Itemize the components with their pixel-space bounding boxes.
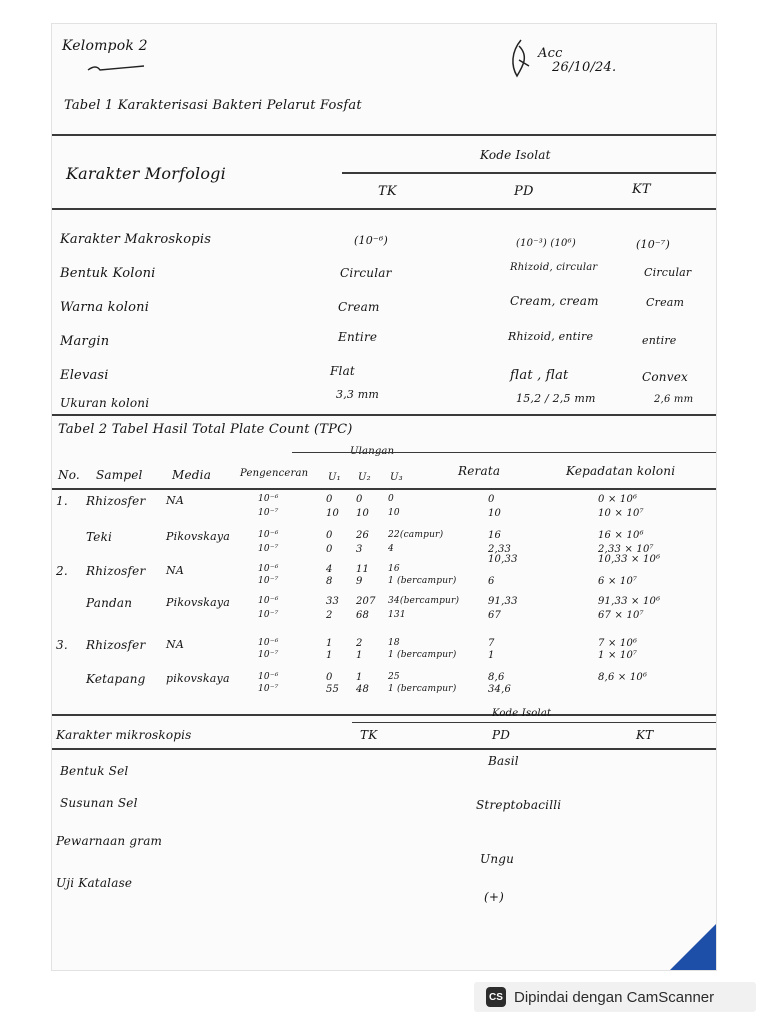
col-u1: U₁ — [328, 472, 341, 483]
table1-col-header: Karakter Morfologi — [66, 164, 226, 183]
t1-row-pd: Cream, cream — [510, 294, 599, 308]
tpc-cell-u1: 0 — [326, 494, 333, 505]
tpc-cell-u2: 26 — [356, 530, 370, 541]
tpc-cell-u3: 18 — [388, 638, 400, 648]
col-sampel: Sampel — [96, 468, 143, 482]
t3-row-label: Bentuk Sel — [60, 764, 129, 778]
table1-code-tk: TK — [378, 184, 397, 199]
table3-col-header: Karakter mikroskopis — [56, 728, 192, 742]
table1-code-rule — [342, 172, 716, 174]
tpc-cell-kep: 16 × 10⁶ — [598, 530, 644, 541]
tpc-cell-kep: 0 × 10⁶ — [598, 494, 638, 505]
t1-row-label: Warna koloni — [60, 300, 150, 315]
tpc-cell-peng: 10⁻⁷ — [258, 576, 279, 586]
tpc-cell-sampel: Rhizosfer — [86, 494, 146, 508]
t3-row-label: Pewarnaan gram — [56, 834, 163, 848]
t1-row-label: Elevasi — [60, 368, 109, 383]
tpc-cell-peng: 10⁻⁷ — [258, 508, 279, 518]
tpc-cell-u3: 16 — [388, 564, 400, 574]
t1-row-pd: 15,2 / 2,5 mm — [516, 392, 596, 405]
col-pengenceran: Pengenceran — [240, 468, 309, 479]
t1-row-kt: Circular — [644, 266, 692, 279]
tpc-cell-u2: 10 — [356, 508, 370, 519]
tpc-cell-rerata: 16 — [488, 530, 502, 541]
t1-row-label: Margin — [60, 334, 110, 349]
tpc-cell-rerata: 7 — [488, 638, 495, 649]
table2-title: Tabel 2 Tabel Hasil Total Plate Count (TPC) — [58, 422, 353, 437]
tpc-cell-u1: 33 — [326, 596, 340, 607]
tpc-cell-kep: 91,33 × 10⁶ — [598, 596, 661, 607]
signature-mark — [507, 36, 537, 82]
tpc-cell-media: NA — [166, 564, 184, 577]
tpc-cell-peng: 10⁻⁶ — [258, 530, 279, 540]
table2-bottom-rule — [52, 714, 716, 716]
tpc-cell-u3: 131 — [388, 610, 406, 620]
tpc-cell-u1: 4 — [326, 564, 333, 575]
tpc-cell-rerata: 0 — [488, 494, 495, 505]
table3-header-rule — [52, 748, 716, 750]
tpc-cell-sampel: Rhizosfer — [86, 638, 146, 652]
tpc-cell-u1: 10 — [326, 508, 340, 519]
t1-row-pd: (10⁻³) (10⁶) — [516, 238, 576, 249]
col-media: Media — [172, 468, 212, 482]
tpc-cell-peng: 10⁻⁶ — [258, 638, 279, 648]
acc-date: 26/10/24. — [552, 60, 617, 75]
table3-code-header: Kode Isolat — [492, 708, 552, 719]
tpc-cell-u3: 1 (bercampur) — [388, 576, 457, 586]
t1-row-label: Karakter Makroskopis — [60, 232, 212, 247]
tpc-cell-peng: 10⁻⁷ — [258, 610, 279, 620]
col-rerata: Rerata — [458, 464, 501, 478]
table3-code-rule — [352, 722, 716, 723]
table3-code-kt: KT — [636, 728, 654, 742]
t1-row-tk: Entire — [338, 330, 378, 344]
col-kepadatan: Kepadatan koloni — [566, 464, 676, 478]
acc-label: Acc — [538, 46, 563, 61]
tpc-cell-rerata: 6 — [488, 576, 495, 587]
tpc-cell-peng: 10⁻⁷ — [258, 650, 279, 660]
tpc-cell-u3: 0 — [388, 494, 394, 504]
tpc-cell-kep: 10 × 10⁷ — [598, 508, 644, 519]
tpc-cell-u1: 1 — [326, 638, 333, 649]
t3-row-pd: Ungu — [480, 852, 515, 866]
tpc-cell-u2: 0 — [356, 494, 363, 505]
tpc-cell-media: pikovskaya — [166, 672, 230, 685]
tpc-cell-u3: 22(campur) — [388, 530, 444, 540]
tpc-cell-u1: 0 — [326, 672, 333, 683]
tpc-cell-u2: 9 — [356, 576, 363, 587]
table1-top-rule — [52, 134, 716, 136]
tpc-cell-u1: 8 — [326, 576, 333, 587]
t1-row-kt: Convex — [642, 370, 688, 384]
tpc-cell-media: NA — [166, 494, 184, 507]
table1-code-kt: KT — [632, 182, 651, 197]
tpc-cell-u3: 1 (bercampur) — [388, 650, 457, 660]
tpc-cell-no: 1. — [56, 494, 68, 508]
tpc-cell-media: Pikovskaya — [166, 596, 231, 609]
t1-row-kt: (10⁻⁷) — [636, 238, 670, 251]
camscanner-watermark — [474, 982, 756, 1012]
tpc-cell-rerata: 91,33 — [488, 596, 518, 607]
tpc-cell-u1: 1 — [326, 650, 333, 661]
t3-row-pd: (+) — [484, 890, 505, 904]
tpc-cell-kep: 2,33 × 10⁷ — [598, 544, 654, 555]
t1-row-label: Ukuran koloni — [60, 396, 150, 410]
tpc-cell-u2: 48 — [356, 684, 370, 695]
tpc-cell-u2: 1 — [356, 672, 363, 683]
table1-bottom-rule — [52, 414, 716, 416]
tpc-cell-rerata: 2,33 — [488, 544, 512, 555]
tpc-cell-u1: 55 — [326, 684, 340, 695]
camscanner-text: Dipindai dengan CamScanner — [514, 988, 715, 1006]
t3-row-pd: Basil — [488, 754, 519, 768]
tpc-cell-u2: 2 — [356, 638, 363, 649]
tpc-cell-u2: 3 — [356, 544, 363, 555]
t3-row-label: Uji Katalase — [56, 876, 133, 890]
table1-header-rule — [52, 208, 716, 210]
tpc-cell-u2: 207 — [356, 596, 376, 607]
tpc-cell-rerata: 67 — [488, 610, 502, 621]
tpc-cell-kep: 67 × 10⁷ — [598, 610, 644, 621]
tpc-cell-u3: 1 (bercampur) — [388, 684, 457, 694]
t1-row-kt: entire — [642, 334, 677, 347]
table1-title: Tabel 1 Karakterisasi Bakteri Pelarut Fosfat — [64, 98, 362, 113]
tpc-cell-media: NA — [166, 638, 184, 651]
ulangan-rule — [292, 452, 716, 453]
page-corner-fold — [670, 924, 716, 970]
tpc-cell-kep: 8,6 × 10⁶ — [598, 672, 648, 683]
tpc-cell-sampel: Ketapang — [86, 672, 146, 686]
t1-row-label: Bentuk Koloni — [60, 266, 156, 281]
tpc-cell-kep: 7 × 10⁶ — [598, 638, 638, 649]
tpc-cell-u3: 10 — [388, 508, 400, 518]
t1-row-tk: Circular — [340, 266, 392, 280]
tpc-cell-no: 3. — [56, 638, 68, 652]
t1-row-tk: Cream — [338, 300, 380, 314]
tpc-cell-sampel: Teki — [86, 530, 113, 544]
table3-code-pd: PD — [492, 728, 511, 742]
tpc-cell-u1: 2 — [326, 610, 333, 621]
table1-code-header: Kode Isolat — [480, 148, 551, 162]
tpc-cell-u2: 1 — [356, 650, 363, 661]
col-u3: U₃ — [390, 472, 403, 483]
t3-row-pd: Streptobacilli — [476, 798, 562, 812]
camscanner-logo-icon: CS — [486, 987, 506, 1007]
t1-row-pd: Rhizoid, entire — [508, 330, 594, 343]
t1-row-kt: 2,6 mm — [654, 394, 694, 405]
tpc-cell-media: Pikovskaya — [166, 530, 231, 543]
group-label: Kelompok 2 — [62, 38, 148, 54]
t1-row-tk: (10⁻⁶) — [354, 234, 388, 247]
t1-row-pd: flat , flat — [510, 368, 569, 383]
table2-header-rule — [52, 488, 716, 490]
tpc-cell-u3: 25 — [388, 672, 400, 682]
scanned-page — [52, 24, 716, 970]
tpc-cell-u2: 11 — [356, 564, 370, 575]
tpc-cell-peng: 10⁻⁷ — [258, 544, 279, 554]
tpc-cell-rerata: 10,33 — [488, 554, 518, 565]
tpc-cell-kep: 1 × 10⁷ — [598, 650, 638, 661]
tpc-cell-no: 2. — [56, 564, 68, 578]
tpc-cell-u3: 34(bercampur) — [388, 596, 460, 606]
tpc-cell-rerata: 8,6 — [488, 672, 505, 683]
tpc-cell-peng: 10⁻⁶ — [258, 564, 279, 574]
tpc-cell-u1: 0 — [326, 544, 333, 555]
underline-mark — [86, 62, 146, 76]
t1-row-pd: Rhizoid, circular — [510, 262, 598, 273]
tpc-cell-rerata: 1 — [488, 650, 495, 661]
tpc-cell-peng: 10⁻⁶ — [258, 494, 279, 504]
tpc-cell-peng: 10⁻⁶ — [258, 596, 279, 606]
col-no: No. — [58, 468, 80, 482]
tpc-cell-sampel: Pandan — [86, 596, 133, 610]
t1-row-kt: Cream — [646, 296, 685, 309]
tpc-cell-rerata: 34,6 — [488, 684, 512, 695]
tpc-cell-sampel: Rhizosfer — [86, 564, 146, 578]
tpc-cell-rerata: 10 — [488, 508, 502, 519]
t1-row-tk: Flat — [330, 364, 355, 378]
tpc-cell-u3: 4 — [388, 544, 394, 554]
tpc-cell-peng: 10⁻⁶ — [258, 672, 279, 682]
tpc-cell-kep: 10,33 × 10⁶ — [598, 554, 661, 565]
tpc-cell-peng: 10⁻⁷ — [258, 684, 279, 694]
table1-code-pd: PD — [514, 184, 534, 199]
t3-row-label: Susunan Sel — [60, 796, 138, 810]
tpc-cell-kep: 6 × 10⁷ — [598, 576, 638, 587]
t1-row-tk: 3,3 mm — [336, 388, 380, 401]
tpc-cell-u1: 0 — [326, 530, 333, 541]
tpc-cell-u2: 68 — [356, 610, 370, 621]
table3-code-tk: TK — [360, 728, 378, 742]
col-u2: U₂ — [358, 472, 371, 483]
